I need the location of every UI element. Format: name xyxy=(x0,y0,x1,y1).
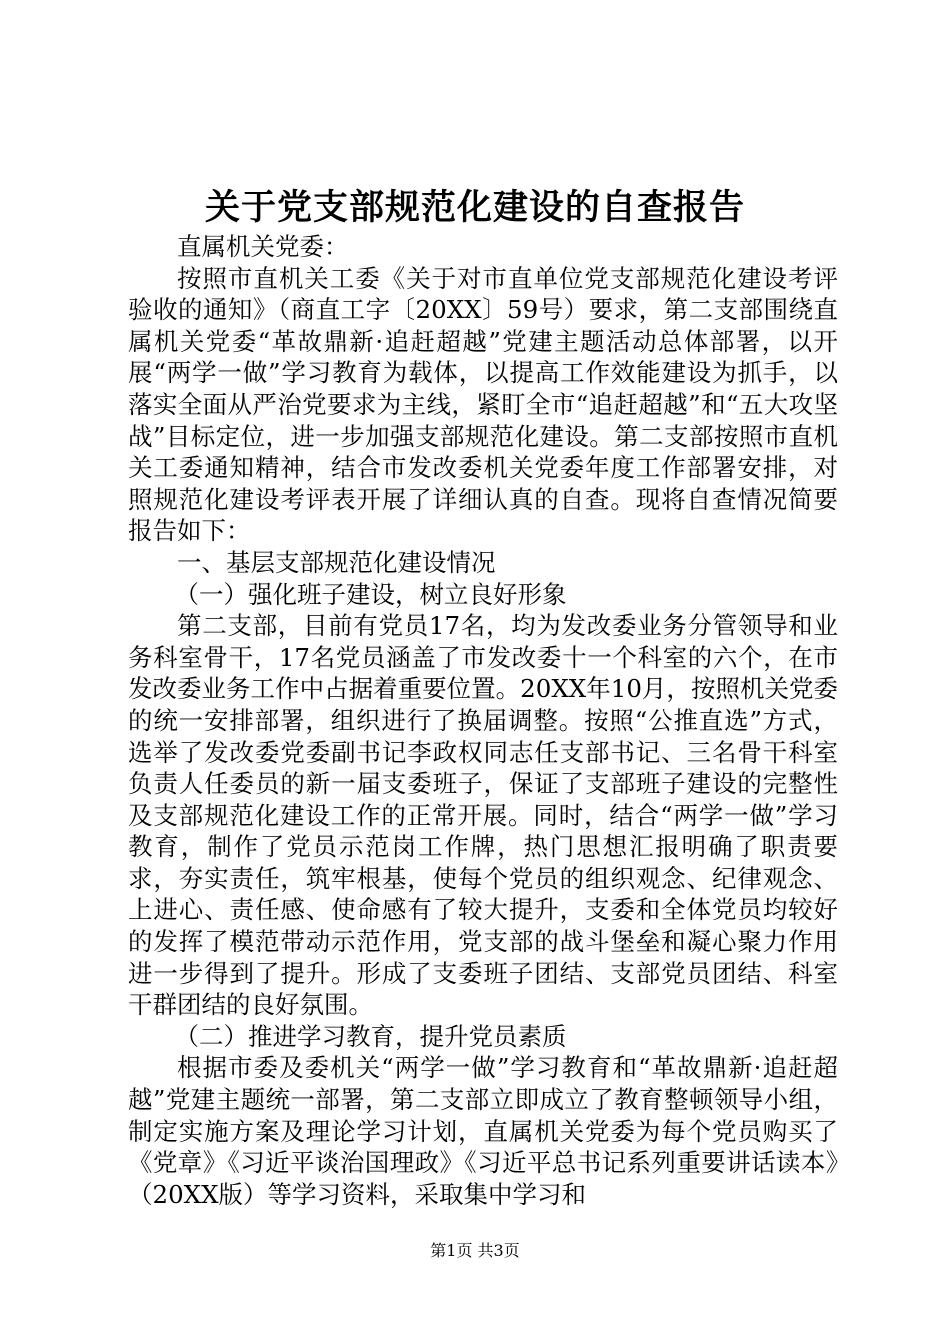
subsection-heading: （二）推进学习教育，提升党员素质 xyxy=(174,1021,567,1051)
document-body xyxy=(128,231,838,1210)
section-heading: 一、基层支部规范化建设情况 xyxy=(177,547,496,577)
paragraph-intro: 按照市直机关工委《关于对市直单位党支部规范化建设考评验收的通知》（商直工字〔20XX〕59号）要求，第二支部围绕直属机关党委“革故鼎新·追赶超越”党建主题活动总体部署，以开展“两学一做”学习教育为载体，以提高工作效能建设为抓手，以落实全面从严治党要求为主线，紧盯全市“追赶超越”和“五大攻坚战”目标定位，进一步加强支部规范化建设。第二支部按照市直机关工委通知精神，结合市发改委机关党委年度工作部署安排，对照规范化建设考评表开展了详细认真的自查。现将自查情况简要报告如下： xyxy=(128,263,838,546)
salutation: 直属机关党委： xyxy=(177,232,349,261)
subsection-heading: （一）强化班子建设，树立良好形象 xyxy=(174,579,567,609)
document-title: 关于党支部规范化建设的自查报告 xyxy=(204,187,745,228)
paragraph-body: 第二支部，目前有党员17名，均为发改委业务分管领导和业务科室骨干，17名党员涵盖了市发改委十一个科室的六个，在市发改委业务工作中占据着重要位置。20XX年10月，按照机关党委的统一安排部署，组织进行了换届调整。按照“公推直选”方式，选举了发改委党委副书记李政权同志任支部书记、三名骨干科室负责人任委员的新一届支委班子，保证了支部班子建设的完整性及支部规范化建设工作的正常开展。同时，结合“两学一做”学习教育，制作了党员示范岗工作牌，热门思想汇报明确了职责要求，夯实责任，筑牢根基，使每个党员的组织观念、纪律观念、上进心、责任感、使命感有了较大提升，支委和全体党员均较好的发挥了模范带动示范作用，党支部的战斗堡垒和凝心聚力作用进一步得到了提升。形成了支委班子团结、支部党员团结、科室干群团结的良好氛围。 xyxy=(128,611,838,1020)
paragraph-body: 根据市委及委机关“两学一做”学习教育和“革故鼎新·追赶超越”党建主题统一部署，第二支部立即成立了教育整顿领导小组，制定实施方案及理论学习计划，直属机关党委为每个党员购买了《党章》《习近平谈治国理政》《习近平总书记系列重要讲话读本》（20XX版）等学习资料，采取集中学习和 xyxy=(128,1053,838,1209)
page-number-footer: 第1页 共3页 xyxy=(430,1241,520,1260)
